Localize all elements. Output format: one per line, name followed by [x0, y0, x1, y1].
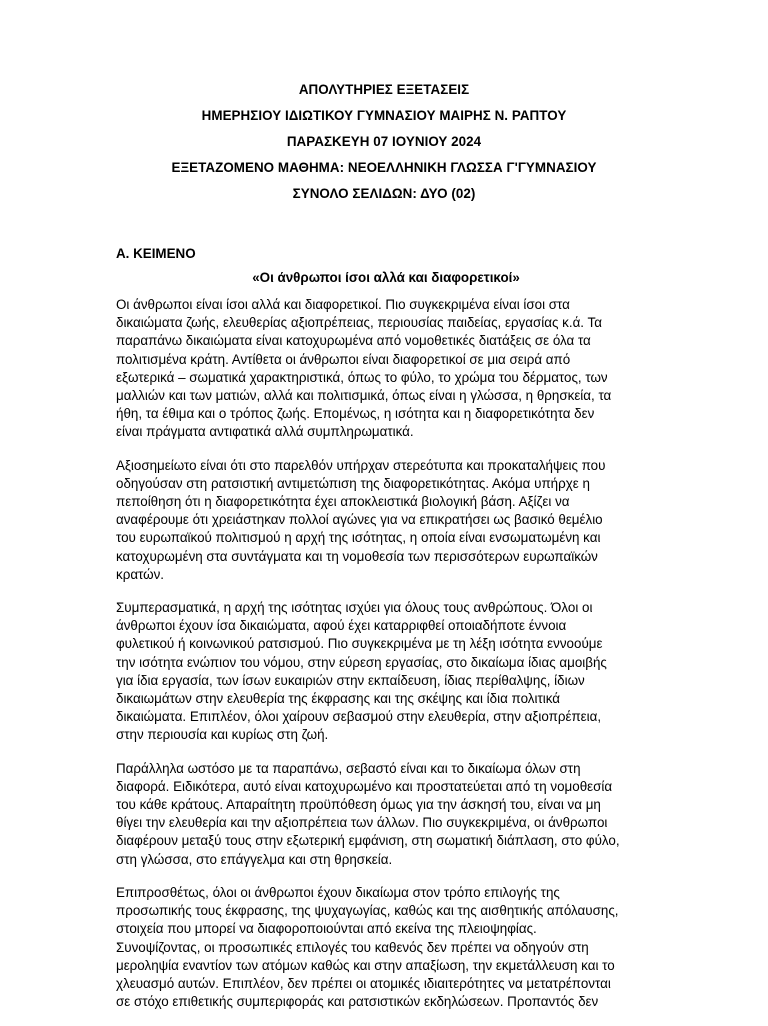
exam-content — [116, 246, 656, 1026]
paragraph-4: Παράλληλα ωστόσο με τα παραπάνω, σεβαστό είναι και το δικαίωμα όλων στη διαφορά. Ειδικότερα, αυτό είναι κατοχυρωμένο και προστατεύεται από τη νομοθεσία του κάθε κράτους. Απαραίτητη προϋπόθεση όμως για την άσκησή του, είναι να μη θίγει την ελευθερία και την αξιοπρέπεια των άλλων. Πιο συγκεκριμένα, οι άνθρωποι διαφέρουν μεταξύ τους στην εξωτερική εμφάνιση, στη σωματική διάπλαση, στο φύλο, στη γλώσσα, στο επάγγελμα και στη θρησκεία. — [116, 760, 620, 867]
exam-header — [0, 82, 768, 212]
paragraph-2: Αξιοσημείωτο είναι ότι στο παρελθόν υπήρχαν στερεότυπα και προκαταλήψεις που οδηγούσαν στη ρατσιστική αντιμετώπιση της διαφορετικότητας. Ακόμα υπήρχε η πεποίθηση ότι η διαφορετικότητα έχει αποκλειστικά βιολογική βάση. Αξίζει να αναφέρουμε ότι χρειάστηκαν πολλοί αγώνες για να επικρατήσει ως βασικό θεμέλιο του ευρωπαϊκού πολιτισμού η αρχή της ισότητας, η οποία είναι ενσωματωμένη και κατοχυρωμένη στα συντάγματα και τη νομοθεσία των περισσότερων ευρωπαϊκών κρατών. — [116, 457, 606, 582]
section-heading: Α. ΚΕΙΜΕΝΟ — [116, 246, 196, 261]
school-name: ΗΜΕΡΗΣΙΟΥ ΙΔΙΩΤΙΚΟΥ ΓΥΜΝΑΣΙΟΥ ΜΑΙΡΗΣ Ν. ΡΑΠΤΟΥ — [201, 108, 567, 123]
exam-title: ΑΠΟΛΥΤΗΡΙΕΣ ΕΞΕΤΑΣΕΙΣ — [298, 82, 470, 97]
page-count: ΣΥΝΟΛΟ ΣΕΛΙΔΩΝ: ΔΥΟ (02) — [292, 186, 476, 201]
exam-subject: ΕΞΕΤΑΖΟΜΕΝΟ ΜΑΘΗΜΑ: ΝΕΟΕΛΛΗΝΙΚΗ ΓΛΩΣΣΑ Γ'ΓΥΜΝΑΣΙΟΥ — [171, 160, 597, 175]
paragraph-3: Συμπερασματικά, η αρχή της ισότητας ισχύει για όλους τους ανθρώπους. Όλοι οι άνθρωποι έχουν ίσα δικαιώματα, αφού έχει καταρριφθεί οποιαδήποτε έννοια φυλετικού ή κοινωνικού ρατσισμού. Πιο συγκεκριμένα με τη λέξη ισότητα εννοούμε την ισότητα ενώπιον του νόμου, στην εύρεση εργασίας, στο δικαίωμα ίδιας αμοιβής για ίδια εργασία, των ίσων ευκαιριών στην εκπαίδευση, ίδιας περίθαλψης, ίδιων δικαιωμάτων στην ελευθερία της έκφρασης και της σκέψης και ίδια πολιτικά δικαιώματα. Επιπλέον, όλοι χαίρουν σεβασμού στην ελευθερία, στην αξιοπρέπεια, στην περιουσία και κυρίως στη ζωή. — [116, 600, 607, 743]
paragraph-5: Επιπροσθέτως, όλοι οι άνθρωποι έχουν δικαίωμα στον τρόπο επιλογής της προσωπικής τους έκφρασης, της ψυχαγωγίας, καθώς και της αισθητικής απόλαυσης, στοιχεία που μπορεί να διαφοροποιούνται από εκείνα της πλειοψηφίας. Συνοψίζοντας, οι προσωπικές επιλογές του καθενός δεν πρέπει να οδηγούν στη μεροληψία εναντίον των ατόμων καθώς και στην απαξίωση, την εκμετάλλευση και το χλευασμό αυτών. Επιπλέον, δεν πρέπει οι ατομικές ιδιαιτερότητες να μετατρέπονται σε στόχο επιθετικής συμπεριφοράς και ρατσιστικών εκδηλώσεων. Προπαντός δεν — [116, 884, 619, 1010]
text-title: «Οι άνθρωποι ίσοι αλλά και διαφορετικοί» — [252, 270, 520, 285]
paragraph-1: Οι άνθρωποι είναι ίσοι αλλά και διαφορετικοί. Πιο συγκεκριμένα είναι ίσοι στα δικαιώματα ζωής, ελευθερίας αξιοπρέπειας, περιουσίας παιδείας, εργασίας κ.ά. Τα παραπάνω δικαιώματα είναι κατοχυρωμένα από νομοθετικές διατάξεις σε όλα τα πολιτισμένα κράτη. Αντίθετα οι άνθρωποι είναι διαφορετικοί σε μια σειρά από εξωτερικά – σωματικά χαρακτηριστικά, όπως το φύλο, το χρώμα του δέρματος, των μαλλιών και των ματιών, αλλά και πολιτισμικά, όπως είναι η γλώσσα, η θρησκεία, τα ήθη, τα έθιμα και ο τρόπος ζωής. Επομένως, η ισότητα και η διαφορετικότητα δεν είναι πράγματα αντιφατικά αλλά συμπληρωματικά. — [116, 297, 612, 440]
exam-date: ΠΑΡΑΣΚΕΥΗ 07 ΙΟΥΝΙΟΥ 2024 — [286, 134, 482, 149]
